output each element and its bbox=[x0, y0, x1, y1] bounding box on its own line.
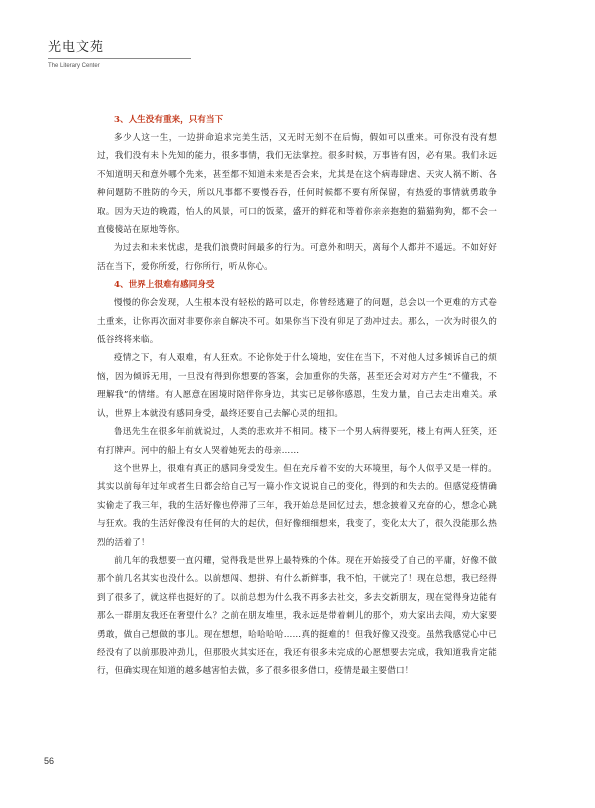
paragraph: 鲁迅先生在很多年前就说过，人类的悲欢并不相同。楼下一个男人病得要死，楼上有两人狂笑，还有打牌声。河中的船上有女人哭着她死去的母亲…… bbox=[97, 427, 497, 456]
section-3 bbox=[97, 111, 497, 276]
paragraph: 前几年的我想要一直闪耀，觉得我是世界上最特殊的个体。现在开始接受了自己的平庸，好像不做那个前几名其实也没什么。以前想闯、想拼、有什么新鲜事，我不怕，干就完了！现在总想，我已经得到了很多了，就这样也挺好的了。以前总想为什么我不再多去社交，多去交新朋友，现在觉得身边能有那么一群朋友我还在奢望什么？之前在朋友堆里，我永远是带着刺儿的那个，劝大家出去闯，劝大家要勇敢，做自己想做的事儿。现在想想，哈哈哈哈……真的挺难的！但我好像又没变。虽然我感觉心中已经没有了以前那股冲劲儿，但那股火其实还在，我还有很多未完成的心愿想要去完成，我知道我肯定能行，但确实现在知道的越多越害怕去做，多了很多很多借口，疫情是最主要借口！ bbox=[97, 555, 497, 677]
paragraph: 慢慢的你会发现，人生根本没有轻松的路可以走，你曾经逃避了的问题，总会以一个更难的方式卷土重来，让你再次面对非要你亲自解决不可。如果你当下没有卯足了劲冲过去。那么，一次为时很久的低谷终将来临。 bbox=[97, 298, 497, 346]
section-heading: 3、人生没有重来，只有当下 bbox=[114, 115, 224, 125]
header-divider bbox=[48, 58, 191, 59]
paragraph: 这个世界上，很难有真正的感同身受发生。但在充斥着不安的大环境里，每个人似乎又是一样的。其实以前每年过年或者生日都会给自己写一篇小作文说说自己的变化，得到的和失去的。但感觉疫情确实偷走了我三年，我的生活好像也停滞了三年，我开始总是回忆过去，想念披着又充奋的心，想念心跳与狂欢。我的生活好像没有任何的大的起伏，但好像细细想来，我变了，变化太大了，很久没能那么热烈的活着了！ bbox=[97, 463, 497, 548]
page-number: 56 bbox=[44, 756, 55, 766]
article-body bbox=[97, 111, 497, 681]
paragraph: 为过去和未来忧虑，是我们浪费时间最多的行为。可意外和明天，离每个人都并不遥远。不如好好活在当下，爱你所爱，行你所行，听从你心。 bbox=[97, 243, 497, 272]
header-title: 光电文苑 bbox=[48, 40, 105, 55]
paragraph: 疫情之下，有人艰难，有人狂欢。不论你处于什么境地，安住在当下，不对他人过多倾诉自己的烦恼，因为倾诉无用，一旦没有得到你想要的答案，会加重你的失落，甚至还会对对方产生“不懂我，不理解我”的情绪。有人愿意在困境时陪伴你身边，其实已足够你感恩，生发力量，自己去走出难关。承认，世界上本就没有感同身受，最终还要自己去解心灵的纽扣。 bbox=[97, 353, 497, 419]
paragraph: 多少人这一生，一边拼命追求完美生活，又无时无刻不在后悔，假如可以重来。可你没有没有想过，我们没有未卜先知的能力，很多事情，我们无法掌控。很多时候，万事皆有因，必有果。我们永远不知道明天和意外哪个先来，甚至都不知道未来是否会来，尤其是在这个病毒肆虐、天灾人祸不断、各种问题防不胜防的今天，所以凡事都不要慢吞吞，任何时候都不要有所保留，有热爱的事情就勇敢争取。因为天边的晚霞，怡人的风景，可口的饭菜，盛开的鲜花和等着你亲亲抱抱的猫猫狗狗，都不会一直傻傻站在原地等你。 bbox=[97, 133, 497, 236]
running-header bbox=[48, 40, 191, 70]
section-heading: 4、世界上很难有感同身受 bbox=[114, 280, 215, 291]
header-subtitle: The Literary Center bbox=[48, 63, 100, 69]
section-4 bbox=[97, 276, 497, 681]
